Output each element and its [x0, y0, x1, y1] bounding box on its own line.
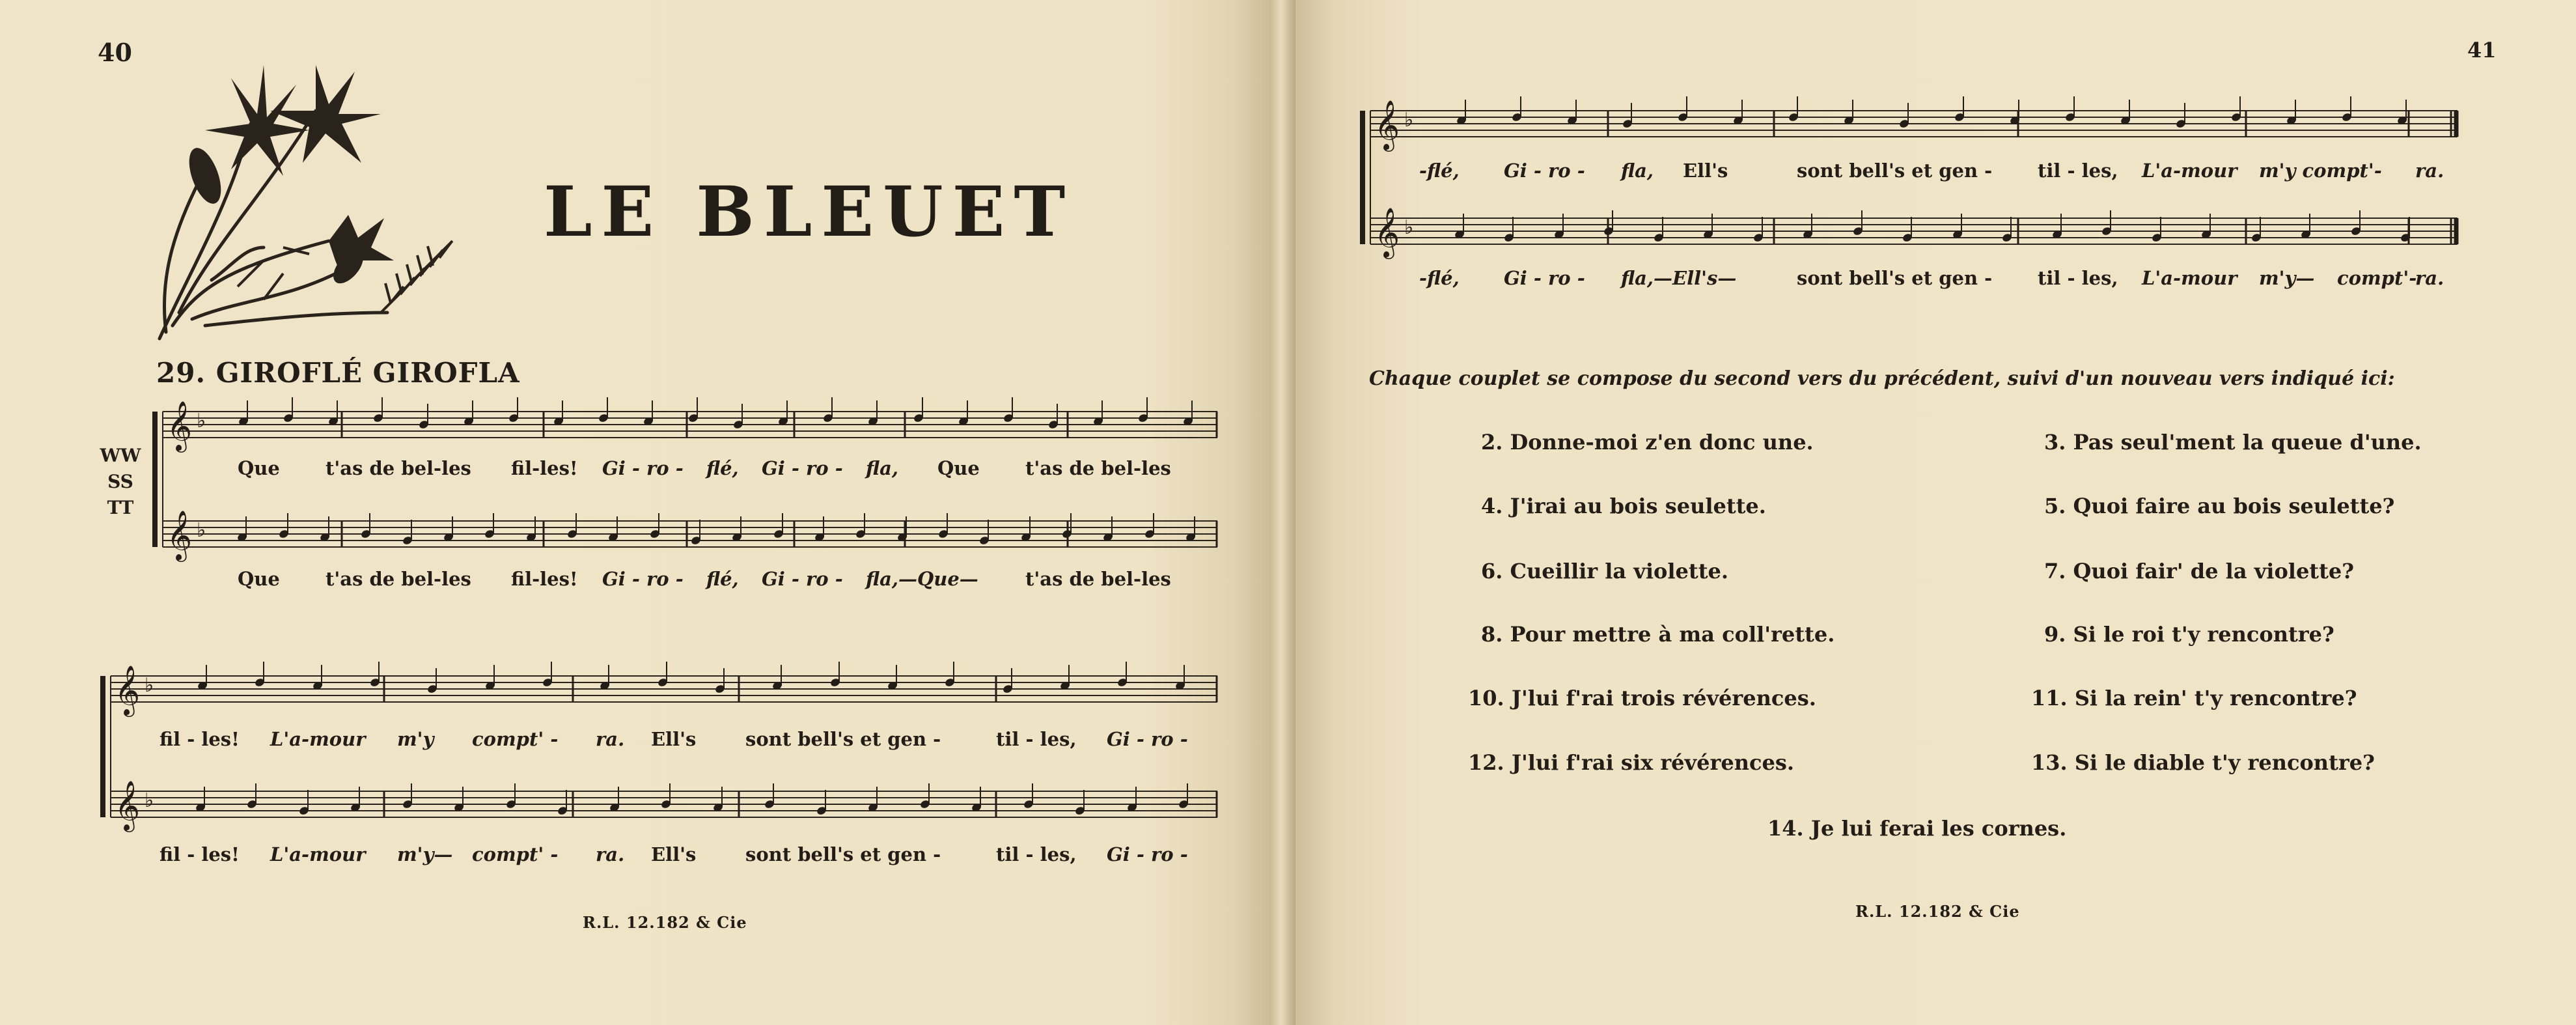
book-gutter	[1269, 0, 1295, 1025]
lyric: Que	[238, 568, 280, 590]
lyric: compt' -	[472, 843, 559, 865]
page-number-right: 41	[2467, 38, 2497, 63]
verse-line: 11. Si la rein' t'y rencontre?	[2031, 686, 2357, 710]
lyric: til - les,	[996, 728, 1077, 750]
verse-line: 14. Je lui ferai les cornes.	[1767, 816, 2067, 841]
verse-line: 12. J'lui f'rai six révérences.	[1468, 750, 1794, 775]
lyric: flé,	[706, 457, 739, 479]
verse-line: 3. Pas seul'ment la queue d'une.	[2044, 430, 2422, 455]
flat-icon: ♭	[1404, 109, 1414, 132]
lyric: Gi - ro -	[1107, 843, 1188, 865]
lyric: compt' -	[472, 728, 559, 750]
flat-icon: ♭	[197, 519, 206, 542]
lyric: Ell's	[1683, 160, 1728, 182]
lyric: t'as de bel-les	[325, 568, 471, 590]
music-system-1	[150, 400, 1224, 567]
lyric: Gi - ro -	[1107, 728, 1188, 750]
page-number-left: 40	[98, 38, 132, 67]
lyric: Gi - ro -	[1504, 160, 1585, 182]
voice-label: SS	[107, 471, 133, 492]
voice-label: WW	[100, 445, 141, 466]
verse-line: 5. Quoi faire au bois seulette?	[2044, 494, 2395, 518]
verse-line: 9. Si le roi t'y rencontre?	[2044, 622, 2334, 647]
lyric: t'as de bel-les	[325, 457, 471, 479]
lyric: m'y	[397, 728, 434, 750]
lyric: t'as de bel-les	[1025, 568, 1171, 590]
right-page	[1295, 0, 2576, 1025]
lyric: -flé,	[1419, 267, 1460, 289]
lyric: sont bell's et gen -	[1797, 160, 1993, 182]
lyric: flé,	[706, 568, 739, 590]
treble-clef-icon: 𝄞	[167, 400, 193, 451]
verse-line: 10. J'lui f'rai trois révérences.	[1468, 686, 1816, 710]
lyric: Gi - ro -	[602, 568, 684, 590]
lyric: fil-les!	[511, 568, 578, 590]
flat-icon: ♭	[145, 789, 154, 812]
lyric: fil - les!	[159, 843, 240, 865]
verse-line: 4. J'irai au bois seulette.	[1481, 494, 1766, 518]
lyric: til - les,	[996, 843, 1077, 865]
lyric: fla,—Ell's—	[1621, 267, 1737, 289]
verse-line: 7. Quoi fair' de la violette?	[2044, 559, 2354, 583]
treble-clef-icon: 𝄞	[115, 780, 141, 830]
lyric: ra.	[596, 843, 625, 865]
music-system-2	[98, 664, 1224, 840]
lyric: m'y—	[397, 843, 453, 865]
verse-line: 6. Cueillir la violette.	[1481, 559, 1728, 583]
treble-clef-icon: 𝄞	[115, 665, 141, 715]
lyric: t'as de bel-les	[1025, 457, 1171, 479]
voice-label: TT	[107, 497, 134, 518]
verse-line: 2. Donne-moi z'en donc une.	[1481, 430, 1814, 455]
lyric: -flé,	[1419, 160, 1460, 182]
treble-clef-icon: 𝄞	[1374, 100, 1400, 150]
couplet-instruction: Chaque couplet se compose du second vers du précédent, suivi d'un nouveau vers indiqué ici:	[1369, 367, 2395, 390]
lyric: Gi - ro -	[1504, 267, 1585, 289]
lyric: fil - les!	[159, 728, 240, 750]
lyric: Que	[238, 457, 280, 479]
lyric: fil-les!	[511, 457, 578, 479]
lyric: Gi - ro -	[762, 568, 843, 590]
lyric: sont bell's et gen -	[745, 728, 941, 750]
lyric: sont bell's et gen -	[745, 843, 941, 865]
song-heading: 29. GIROFLÉ GIROFLA	[156, 357, 520, 389]
lyric: Gi - ro -	[762, 457, 843, 479]
lyric: L'a-mour	[270, 728, 366, 750]
lyric: fla,	[866, 457, 898, 479]
treble-clef-icon: 𝄞	[1374, 207, 1400, 257]
flat-icon: ♭	[197, 410, 206, 432]
lyric: m'y compt'-	[2259, 160, 2382, 182]
publisher-footer: R.L. 12.182 & Cie	[583, 913, 747, 932]
lyric: ra.	[2415, 160, 2444, 182]
lyric: fla,	[1621, 160, 1654, 182]
song-title: LE BLEUET	[544, 171, 1075, 252]
voice-labels	[94, 443, 146, 521]
music-system-3	[1357, 98, 2464, 267]
lyric: ra.	[596, 728, 625, 750]
lyric: Ell's	[651, 843, 697, 865]
cornflower-illustration	[133, 52, 472, 352]
verse-line: 8. Pour mettre à ma coll'rette.	[1481, 622, 1835, 647]
left-page	[0, 0, 1269, 1025]
lyric: m'y—	[2259, 267, 2315, 289]
lyric: L'a-mour	[2142, 267, 2237, 289]
publisher-footer: R.L. 12.182 & Cie	[1855, 902, 2020, 921]
lyric: Que	[937, 457, 980, 479]
lyric: Gi - ro -	[602, 457, 684, 479]
lyric: L'a-mour	[2142, 160, 2237, 182]
lyric: sont bell's et gen -	[1797, 267, 1993, 289]
lyric: ra.	[2415, 267, 2444, 289]
lyric: fla,—Que—	[866, 568, 978, 590]
lyric: Ell's	[651, 728, 697, 750]
lyric: L'a-mour	[270, 843, 366, 865]
verse-line: 13. Si le diable t'y rencontre?	[2031, 750, 2375, 775]
lyric: til - les,	[2038, 267, 2118, 289]
treble-clef-icon: 𝄞	[167, 510, 193, 560]
lyric: compt'-	[2337, 267, 2417, 289]
lyric: til - les,	[2038, 160, 2118, 182]
flat-icon: ♭	[1404, 216, 1414, 239]
flat-icon: ♭	[145, 674, 154, 697]
